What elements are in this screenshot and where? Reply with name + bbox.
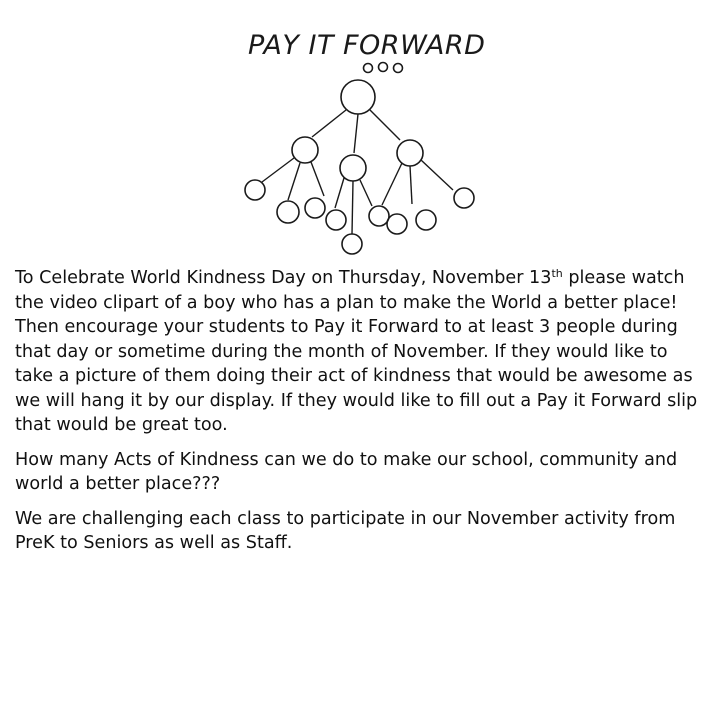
level3-node: [326, 210, 346, 230]
edge: [262, 158, 294, 182]
edge: [312, 110, 346, 137]
edge: [410, 166, 412, 204]
edge: [370, 110, 400, 140]
edge: [421, 160, 453, 190]
small-node: [379, 63, 388, 72]
small-node: [394, 64, 403, 73]
root-node: [341, 80, 375, 114]
intro-text-start: To Celebrate World Kindness Day on Thursday, November 13: [15, 268, 552, 288]
level3-node: [342, 234, 362, 254]
pay-it-forward-diagram: [200, 10, 530, 260]
paragraph-intro: [15, 266, 705, 438]
intro-text-rest: please watch the video clipart of a boy who has a plan to make the World a better place! Then encourage your students to Pay it Forward to at least 3 people during that day or sometime during the month of November. If they would like to take a picture of them doing their act of kindness that would be awesome as we will hang it by our display. If they would like to fill out a Pay it Forward slip that would be great too.: [15, 268, 698, 435]
small-node: [364, 64, 373, 73]
edge: [382, 163, 402, 205]
date-suffix: th: [551, 267, 563, 280]
level3-node: [416, 210, 436, 230]
level2-node: [340, 155, 366, 181]
level2-node: [292, 137, 318, 163]
announcement-text: [15, 266, 705, 566]
edge: [288, 163, 300, 200]
level3-node: [305, 198, 325, 218]
diagram-title: PAY IT FORWARD: [248, 30, 486, 61]
edge: [352, 181, 353, 234]
level3-node: [454, 188, 474, 208]
level3-node: [245, 180, 265, 200]
edge: [335, 178, 344, 208]
paragraph-challenge: We are challenging each class to participate in our November activity from PreK to Seniors as well as Staff.: [15, 508, 676, 553]
edge: [360, 180, 372, 206]
level3-node: [277, 201, 299, 223]
level2-node: [397, 140, 423, 166]
level3-node: [369, 206, 389, 226]
edge: [354, 114, 358, 153]
edge: [311, 162, 324, 196]
level3-node: [387, 214, 407, 234]
paragraph-question: How many Acts of Kindness can we do to make our school, community and world a better place???: [15, 449, 678, 494]
tree-diagram-svg: [200, 10, 530, 260]
